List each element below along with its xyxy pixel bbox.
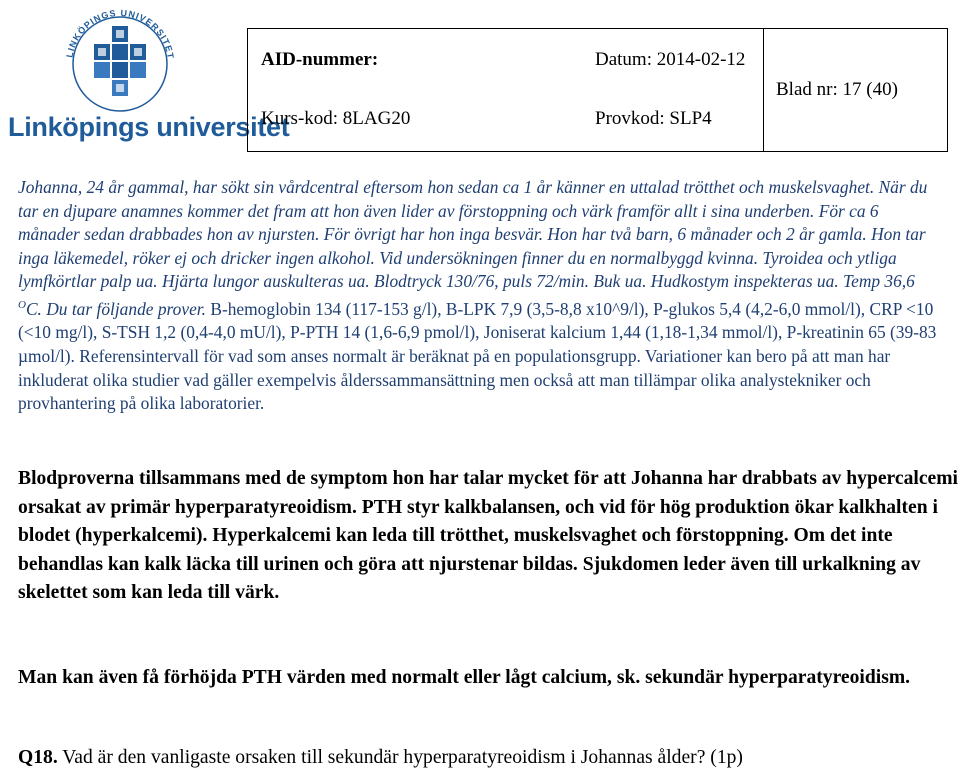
answer-block [18, 465, 958, 608]
header-divider [763, 29, 764, 151]
answer-paragraph-1: Blodproverna tillsammans med de symptom hon har talar mycket för att Johanna har drabbats av hypercalcemi orsakat av primär hyperparatyreoidism. PTH styr kalkbalansen, och vid för hög produktion ökar kalkhalten i blodet (hyperkalcemi). Hyperkalcemi kan leda till trötthet, muskelsvaghet och förstoppning. Om det inte behandlas kan kalk läcka till urinen och göra att njurstenar bildas. Sjukdomen leder även till urkalkning av skelettet som kan leda till värk. [18, 468, 958, 604]
temp-unit: C. Du tar följande prover. [25, 298, 206, 319]
question-number: Q18. [18, 747, 58, 768]
answer-block-2 [18, 664, 958, 693]
aid-number-label: AID-nummer: [261, 49, 379, 70]
answer-paragraph-2: Man kan även få förhöjda PTH värden med normalt eller lågt calcium, sk. sekundär hyperparatyreoidism. [18, 667, 911, 688]
temp-degree: O [18, 298, 26, 311]
university-logo [0, 0, 290, 160]
reference-note: Referensintervall för vad som anses normalt är beräknat på en populationsgrupp. Variationer kan bero på att man har inkluderat olika studier vad gäller exempelvis ålderssammansättning men också att man tillämpar olika analystekniker och provhantering på olika laboratorier. [18, 345, 891, 414]
case-intro: Johanna, 24 år gammal, har sökt sin vårdcentral eftersom hon sedan ca 1 år känner en uttalad trötthet och muskelsvaghet. När du tar en djupare anamnes kommer det fram att hon även lider av förstoppning och värk framför allt i sina underben. För ca 6 månader sedan drabbades hon av njursten. För övrigt har hon inga besvär. Hon har två barn, 6 månader och 2 år gamla. Hon tar inga läkemedel, röker ej och dricker ingen alkohol. Vid undersökningen finner du en normalbyggd kvinna. Tyroidea och ytliga lymfkörtlar palp ua. Hjärta lungor auskulteras ua. Blodtryck 130/76, puls 72/min. Buk ua. Hudkostym inspekteras ua. Temp 36,6 [18, 177, 928, 292]
exam-header-table [247, 28, 948, 152]
exam-date: Datum: 2014-02-12 [595, 49, 746, 70]
logo-wordmark: Linköpings universitet [8, 112, 290, 142]
course-code: Kurs-kod: 8LAG20 [261, 108, 411, 129]
university-seal-icon [60, 4, 180, 112]
lab-results: B-hemoglobin 134 (117-153 g/l), B-LPK 7,9 (3,5-8,8 x10^9/l), P-glukos 5,4 (4,2-6,0 mmol/l), CRP <10 (<10 mg/l), S-TSH 1,2 (0,4-4,0 mU/l), P-PTH 14 (1,6-6,9 pmol/l), Joniserat kalcium 1,44 (1,18-1,34 mmol/l), P-kreatinin 65 (39-83 µmol/l). [18, 298, 937, 366]
exam-code: Provkod: SLP4 [595, 108, 712, 129]
question-text: Vad är den vanligaste orsaken till sekundär hyperparatyreoidism i Johannas ålder? (1p) [62, 747, 743, 768]
seal-text: LINKÖPINGS UNIVERSITET [64, 7, 176, 60]
page-number: Blad nr: 17 (40) [776, 79, 898, 100]
case-description [18, 176, 943, 416]
question-line [18, 747, 743, 769]
case-paragraph [18, 176, 943, 416]
